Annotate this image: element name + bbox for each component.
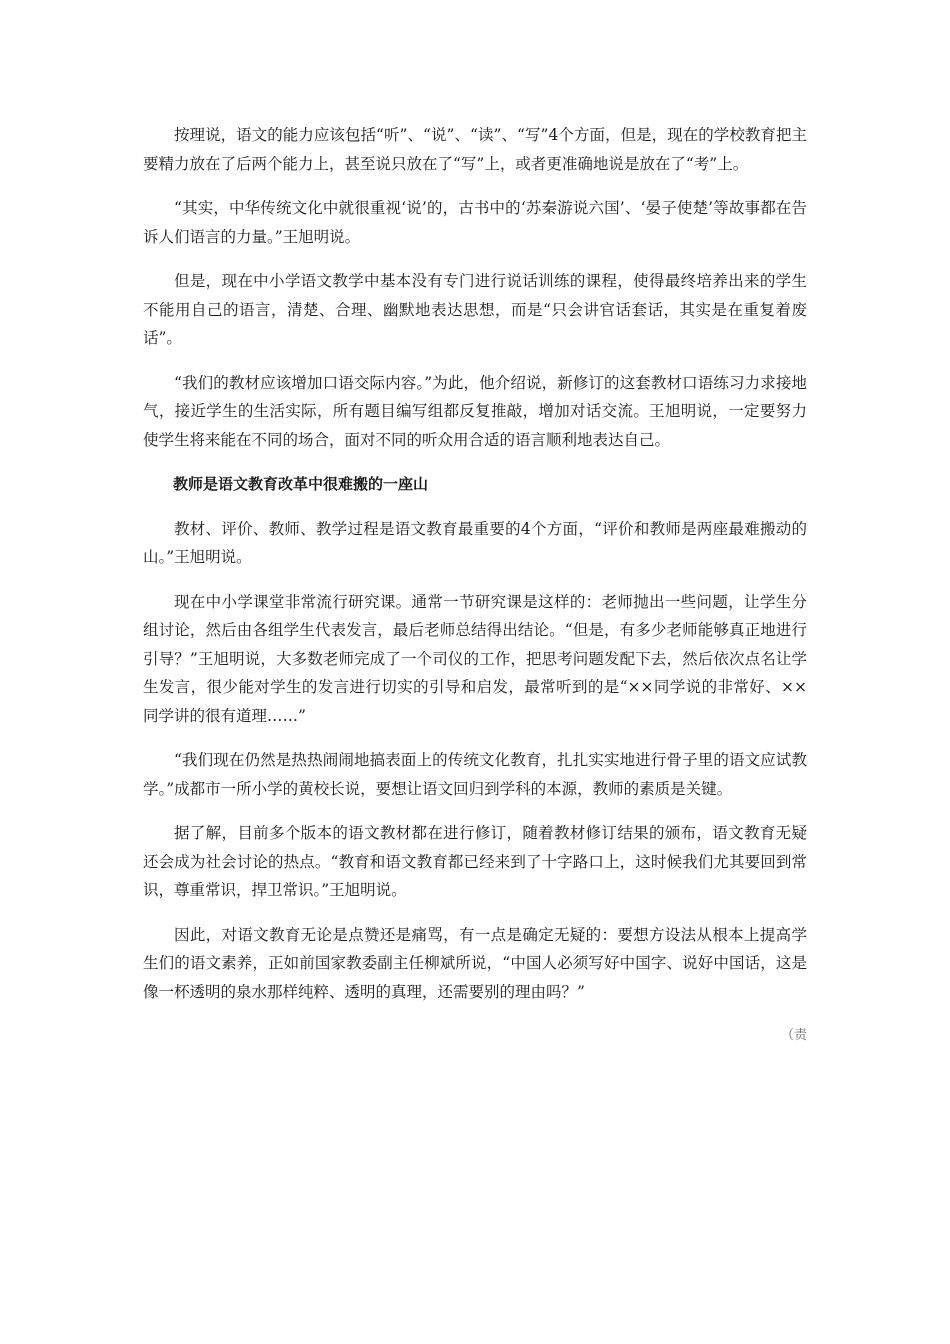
article-body <box>143 121 807 1051</box>
editor-note: （责 <box>780 1028 807 1043</box>
paragraph: 因此，对语文教育无论是点赞还是痛骂，有一点是确定无疑的：要想方设法从根本上提高学生们的语文素养，正如前国家教委副主任柳斌所说，“中国人必须写好中国字、说好中国话，这是像一杯透明的泉水那样纯粹、透明的真理，还需要别的理由吗？” <box>143 925 807 1001</box>
paragraph: “其实，中华传统文化中就很重视‘说’的，古书中的‘苏秦游说六国’、‘晏子使楚’等故事都在告诉人们语言的力量。”王旭明说。 <box>143 199 807 246</box>
paragraph: 据了解，目前多个版本的语文教材都在进行修订，随着教材修订结果的颁布，语文教育无疑还会成为社会讨论的热点。“教育和语文教育都已经来到了十字路口上，这时候我们尤其要回到常识，尊重常识，捍卫常识。”王旭明说。 <box>143 824 807 899</box>
paragraph: “我们现在仍然是热热闹闹地搞表面上的传统文化教育，扎扎实实地进行骨子里的语文应试教学。”成都市一所小学的黄校长说，要想让语文回归到学科的本源，教师的素质是关键。 <box>143 751 807 798</box>
paragraph: “我们的教材应该增加口语交际内容。”为此，他介绍说，新修订的这套教材口语练习力求接地气，接近学生的生活实际，所有题目编写组都反复推敲，增加对话交流。王旭明说，一定要努力使学生将来能在不同的场合，面对不同的听众用合适的语言顺利地表达自己。 <box>143 373 807 449</box>
paragraph: 教材、评价、教师、教学过程是语文教育最重要的4个方面，“评价和教师是两座最难搬动的山。”王旭明说。 <box>143 519 807 566</box>
section-heading: 教师是语文教育改革中很难搬的一座山 <box>173 475 429 493</box>
paragraph: 按理说，语文的能力应该包括“听”、“说”、“读”、“写”4个方面，但是，现在的学校教育把主要精力放在了后两个能力上，甚至说只放在了“写”上，或者更准确地说是放在了“考”上。 <box>143 126 807 173</box>
paragraph: 但是，现在中小学语文教学中基本没有专门进行说话训练的课程，使得最终培养出来的学生不能用自己的语言，清楚、合理、幽默地表达思想，而是“只会讲官话套话，其实是在重复着废话”。 <box>143 272 807 347</box>
paragraph: 现在中小学课堂非常流行研究课。通常一节研究课是这样的：老师抛出一些问题，让学生分组讨论，然后由各组学生代表发言，最后老师总结得出结论。“但是，有多少老师能够真正地进行引导？”王旭明说，大多数老师完成了一个司仪的工作，把思考问题发配下去，然后依次点名让学生发言，很少能对学生的发言进行切实的引导和启发，最常听到的是“××同学说的非常好、××同学讲的很有道理……” <box>143 592 807 725</box>
